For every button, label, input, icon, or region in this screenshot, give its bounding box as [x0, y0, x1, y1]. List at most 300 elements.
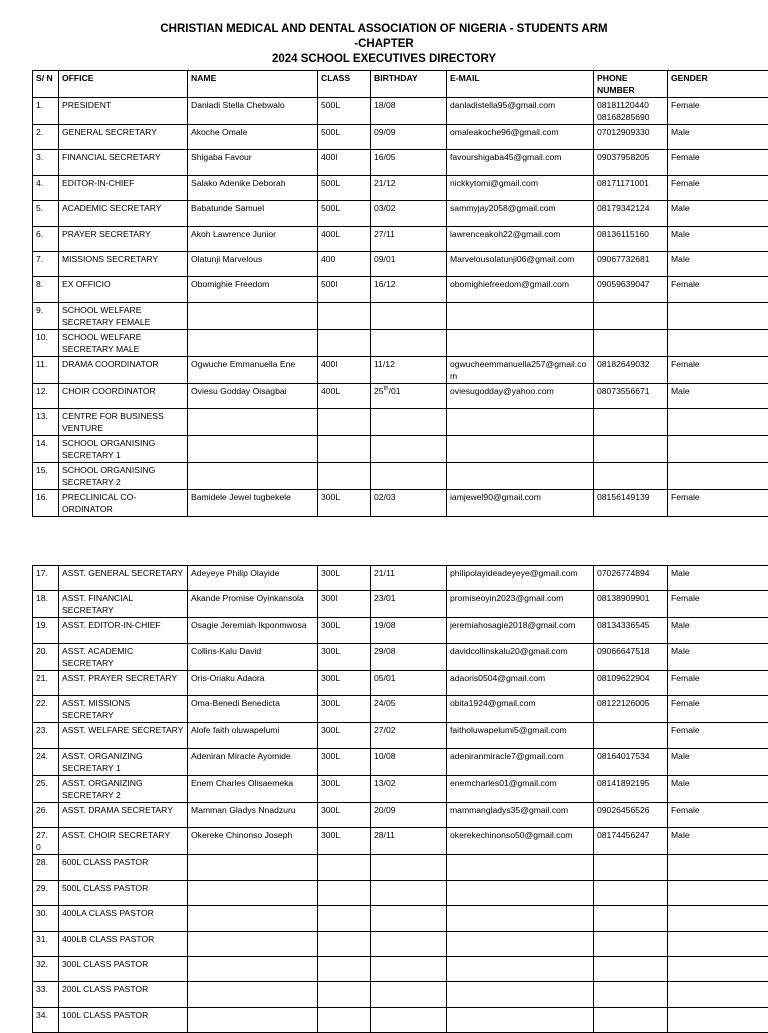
cell-sn: 7.: [33, 251, 59, 276]
table-row: [33, 566, 768, 591]
cell-email: [447, 463, 594, 490]
cell-email: oviesugodday@yahoo.com: [447, 383, 594, 408]
cell-phone: 08122126005: [594, 696, 668, 723]
cell-name: Oviesu Godday Oisagbai: [188, 383, 318, 408]
cell-cls: 300L: [318, 670, 371, 695]
cell-email: [447, 855, 594, 880]
cell-email: [447, 956, 594, 981]
table-row: [33, 643, 768, 670]
cell-name: Mamman Gladys Nnadzuru: [188, 802, 318, 827]
cell-sn: 16.: [33, 490, 59, 517]
cell-phone: [594, 956, 668, 981]
cell-cls: [318, 931, 371, 956]
cell-cls: 400: [318, 251, 371, 276]
cell-birthday: [371, 463, 447, 490]
cell-office: SCHOOL ORGANISING SECRETARY 1: [59, 436, 188, 463]
table-row: [33, 1007, 768, 1032]
cell-name: [188, 302, 318, 329]
cell-birthday: [371, 931, 447, 956]
cell-name: Salako Adenike Deborah: [188, 175, 318, 200]
cell-birthday: 27/11: [371, 226, 447, 251]
cell-phone: 08179342124: [594, 201, 668, 226]
table-row: [33, 855, 768, 880]
cell-gender: Female: [668, 277, 768, 302]
cell-gender: Female: [668, 356, 768, 383]
cell-sn: 13.: [33, 409, 59, 436]
cell-sn: 25.: [33, 775, 59, 802]
cell-office: EX OFFICIO: [59, 277, 188, 302]
cell-phone: [594, 1007, 668, 1032]
cell-email: davidcollinskalu20@gmail.com: [447, 643, 594, 670]
cell-phone: [594, 880, 668, 905]
cell-office: ASST. ORGANIZING SECRETARY 1: [59, 748, 188, 775]
cell-office: ASST. ACADEMIC SECRETARY: [59, 643, 188, 670]
table-row: [33, 802, 768, 827]
cell-phone: 09037958205: [594, 150, 668, 175]
cell-name: Ogwuche Emmanuella Ene: [188, 356, 318, 383]
cell-phone: [594, 723, 668, 748]
cell-cls: [318, 906, 371, 931]
table-row: [33, 329, 768, 356]
cell-office: SCHOOL ORGANISING SECRETARY 2: [59, 463, 188, 490]
cell-cls: [318, 409, 371, 436]
cell-birthday: 10/08: [371, 748, 447, 775]
document-title: [0, 22, 768, 67]
cell-birthday: [371, 906, 447, 931]
cell-sn: 20.: [33, 643, 59, 670]
cell-office: 600L CLASS PASTOR: [59, 855, 188, 880]
cell-email: [447, 931, 594, 956]
cell-office: EDITOR-IN-CHIEF: [59, 175, 188, 200]
birthday-ordinal: th: [384, 386, 389, 392]
cell-gender: Female: [668, 802, 768, 827]
cell-gender: Male: [668, 748, 768, 775]
cell-gender: [668, 463, 768, 490]
cell-name: [188, 463, 318, 490]
cell-office: SCHOOL WELFARE SECRETARY MALE: [59, 329, 188, 356]
cell-office: MISSIONS SECRETARY: [59, 251, 188, 276]
cell-birthday: 16/05: [371, 150, 447, 175]
cell-cls: 400l: [318, 150, 371, 175]
cell-phone: [594, 855, 668, 880]
cell-cls: [318, 436, 371, 463]
cell-email: [447, 329, 594, 356]
cell-gender: Male: [668, 775, 768, 802]
cell-birthday: 21/12: [371, 175, 447, 200]
cell-sn: 4.: [33, 175, 59, 200]
cell-name: Okereke Chinonso Joseph: [188, 828, 318, 855]
cell-sn: 28.: [33, 855, 59, 880]
cell-office: ASST. MISSIONS SECRETARY: [59, 696, 188, 723]
cell-sn: 15.: [33, 463, 59, 490]
table-header-row: [33, 71, 768, 98]
cell-sn: 23.: [33, 723, 59, 748]
cell-email: philipolayideadeyeye@gmail.com: [447, 566, 594, 591]
header-gender: GENDER: [668, 71, 768, 98]
cell-name: [188, 855, 318, 880]
table-row: [33, 436, 768, 463]
cell-office: ASST. FINANCIAL SECRETARY: [59, 591, 188, 618]
cell-sn: 12.: [33, 383, 59, 408]
cell-sn: 26.: [33, 802, 59, 827]
cell-phone: 07012909330: [594, 125, 668, 150]
header-sn: S/ N: [33, 71, 59, 98]
cell-gender: Female: [668, 150, 768, 175]
cell-office: PRAYER SECRETARY: [59, 226, 188, 251]
cell-cls: 400L: [318, 226, 371, 251]
cell-name: Akoche Omale: [188, 125, 318, 150]
cell-birthday: 18/08: [371, 98, 447, 125]
cell-office: ASST. WELFARE SECRETARY: [59, 723, 188, 748]
cell-gender: [668, 931, 768, 956]
cell-office: 400LA CLASS PASTOR: [59, 906, 188, 931]
table-row: [33, 490, 768, 517]
cell-cls: 400l: [318, 356, 371, 383]
cell-cls: 500L: [318, 201, 371, 226]
cell-phone: [594, 982, 668, 1007]
cell-sn: 31.: [33, 931, 59, 956]
cell-cls: [318, 982, 371, 1007]
table-row: [33, 696, 768, 723]
cell-phone: [594, 409, 668, 436]
cell-phone: 08171171001: [594, 175, 668, 200]
cell-gender: [668, 982, 768, 1007]
cell-name: [188, 931, 318, 956]
cell-name: [188, 409, 318, 436]
cell-birthday: [371, 1007, 447, 1032]
cell-phone: 08073556671: [594, 383, 668, 408]
cell-sn: 22.: [33, 696, 59, 723]
cell-birthday: 16/12: [371, 277, 447, 302]
cell-office: 400LB CLASS PASTOR: [59, 931, 188, 956]
table-row: [33, 409, 768, 436]
header-birthday: BIRTHDAY: [371, 71, 447, 98]
title-line-3: 2024 SCHOOL EXECUTIVES DIRECTORY: [0, 52, 768, 67]
cell-email: omaleakoche96@gmail.com: [447, 125, 594, 150]
cell-birthday: 09/01: [371, 251, 447, 276]
cell-email: lawrenceakoh22@gmail.com: [447, 226, 594, 251]
cell-email: [447, 1007, 594, 1032]
executives-table-2: [32, 565, 768, 1033]
cell-cls: 300L: [318, 723, 371, 748]
cell-cls: 500L: [318, 175, 371, 200]
cell-office: PRESIDENT: [59, 98, 188, 125]
birthday-day: 25: [374, 386, 384, 396]
cell-gender: Male: [668, 828, 768, 855]
table-row: [33, 906, 768, 931]
table-row: [33, 982, 768, 1007]
cell-cls: 300L: [318, 828, 371, 855]
cell-cls: 500l: [318, 277, 371, 302]
cell-sn: 6.: [33, 226, 59, 251]
cell-birthday: [371, 329, 447, 356]
title-line-1: CHRISTIAN MEDICAL AND DENTAL ASSOCIATION OF NIGERIA - STUDENTS ARM: [0, 22, 768, 37]
cell-cls: [318, 302, 371, 329]
cell-phone: [594, 463, 668, 490]
cell-cls: [318, 956, 371, 981]
cell-gender: [668, 855, 768, 880]
cell-name: [188, 329, 318, 356]
cell-email: ogwucheemmanuella257@gmail.com: [447, 356, 594, 383]
cell-phone: 07026774894: [594, 566, 668, 591]
cell-office: FINANCIAL SECRETARY: [59, 150, 188, 175]
cell-office: GENERAL SECRETARY: [59, 125, 188, 150]
cell-gender: Female: [668, 175, 768, 200]
cell-gender: Male: [668, 125, 768, 150]
cell-cls: [318, 855, 371, 880]
table-row: [33, 880, 768, 905]
header-name: NAME: [188, 71, 318, 98]
cell-phone: 08138909901: [594, 591, 668, 618]
cell-sn: 21.: [33, 670, 59, 695]
cell-name: Collins-Kalu David: [188, 643, 318, 670]
cell-office: 200L CLASS PASTOR: [59, 982, 188, 1007]
cell-phone: [594, 302, 668, 329]
cell-name: [188, 1007, 318, 1032]
cell-gender: [668, 906, 768, 931]
cell-name: Babatunde Samuel: [188, 201, 318, 226]
cell-email: obomighiefreedom@gmail.com: [447, 277, 594, 302]
cell-birthday: [371, 409, 447, 436]
cell-office: SCHOOL WELFARE SECRETARY FEMALE: [59, 302, 188, 329]
table-row: [33, 277, 768, 302]
cell-birthday: 29/08: [371, 643, 447, 670]
table-row: [33, 748, 768, 775]
cell-office: ASST. ORGANIZING SECRETARY 2: [59, 775, 188, 802]
cell-gender: Female: [668, 670, 768, 695]
cell-email: faitholuwapelumi5@gmail.com: [447, 723, 594, 748]
cell-gender: Male: [668, 383, 768, 408]
table-row: [33, 828, 768, 855]
cell-sn: 17.: [33, 566, 59, 591]
cell-sn: 1.: [33, 98, 59, 125]
cell-birthday: 24/05: [371, 696, 447, 723]
cell-sn: 30.: [33, 906, 59, 931]
cell-cls: [318, 1007, 371, 1032]
cell-phone: 09059639047: [594, 277, 668, 302]
cell-sn: 18.: [33, 591, 59, 618]
table-row: [33, 775, 768, 802]
cell-gender: Male: [668, 226, 768, 251]
cell-sn: 14.: [33, 436, 59, 463]
cell-email: [447, 906, 594, 931]
cell-phone: 08156149139: [594, 490, 668, 517]
cell-email: promiseoyin2023@gmail.com: [447, 591, 594, 618]
cell-email: sammyjay2058@gmail.com: [447, 201, 594, 226]
cell-name: Oma-Benedi Benedicta: [188, 696, 318, 723]
executives-table-1: [32, 70, 768, 517]
cell-cls: 300L: [318, 802, 371, 827]
cell-cls: [318, 463, 371, 490]
cell-gender: Male: [668, 201, 768, 226]
cell-email: adeniranmiracle7@gmail.com: [447, 748, 594, 775]
cell-office: 300L CLASS PASTOR: [59, 956, 188, 981]
cell-name: Alofe faith oluwapelumi: [188, 723, 318, 748]
cell-gender: Female: [668, 98, 768, 125]
cell-birthday: 11/12: [371, 356, 447, 383]
cell-name: [188, 436, 318, 463]
cell-email: obita1924@gmail.com: [447, 696, 594, 723]
cell-office: ASST. CHOIR SECRETARY: [59, 828, 188, 855]
cell-name: Osagie Jeremiah Ikponmwosa: [188, 618, 318, 643]
cell-birthday: 05/01: [371, 670, 447, 695]
title-line-2: -CHAPTER: [0, 37, 768, 52]
cell-name: Adeniran Miracle Ayomide: [188, 748, 318, 775]
cell-phone: [594, 329, 668, 356]
table-row: [33, 723, 768, 748]
table-row: [33, 931, 768, 956]
cell-sn: 3.: [33, 150, 59, 175]
cell-gender: Female: [668, 490, 768, 517]
cell-gender: [668, 409, 768, 436]
cell-name: Danladi Stella Chebwalo: [188, 98, 318, 125]
cell-office: PRECLINICAL CO-ORDINATOR: [59, 490, 188, 517]
cell-phone: 08136115160: [594, 226, 668, 251]
cell-office: 500L CLASS PASTOR: [59, 880, 188, 905]
cell-gender: Male: [668, 251, 768, 276]
cell-sn: 8.: [33, 277, 59, 302]
cell-gender: [668, 880, 768, 905]
cell-name: [188, 982, 318, 1007]
cell-email: Marvelousolatunji06@gmail.com: [447, 251, 594, 276]
cell-sn: 9.: [33, 302, 59, 329]
cell-gender: [668, 1007, 768, 1032]
cell-gender: [668, 302, 768, 329]
cell-sn: 34.: [33, 1007, 59, 1032]
table-row: [33, 463, 768, 490]
cell-cls: 400L: [318, 383, 371, 408]
cell-gender: [668, 956, 768, 981]
cell-gender: Female: [668, 696, 768, 723]
cell-phone: 08164017534: [594, 748, 668, 775]
cell-gender: Male: [668, 566, 768, 591]
table-row: [33, 383, 768, 408]
cell-email: mammangladys35@gmail.com: [447, 802, 594, 827]
cell-phone: [594, 931, 668, 956]
cell-phone: 09067732681: [594, 251, 668, 276]
cell-phone: 08182649032: [594, 356, 668, 383]
cell-name: [188, 906, 318, 931]
cell-cls: 300L: [318, 748, 371, 775]
cell-birthday: [371, 880, 447, 905]
cell-office: CHOIR COORDINATOR: [59, 383, 188, 408]
cell-sn: 29.: [33, 880, 59, 905]
cell-email: [447, 302, 594, 329]
cell-name: Olatunji Marvelous: [188, 251, 318, 276]
cell-cls: [318, 329, 371, 356]
cell-sn: 24.: [33, 748, 59, 775]
cell-cls: 300L: [318, 618, 371, 643]
cell-cls: 300L: [318, 490, 371, 517]
cell-email: iamjewel90@gmail.com: [447, 490, 594, 517]
cell-name: Oris-Oriaku Adaora: [188, 670, 318, 695]
table-row: [33, 201, 768, 226]
cell-birthday: [371, 956, 447, 981]
cell-gender: Female: [668, 723, 768, 748]
cell-phone: 08109622904: [594, 670, 668, 695]
cell-office: ASST. EDITOR-IN-CHIEF: [59, 618, 188, 643]
cell-phone: 08141892195: [594, 775, 668, 802]
cell-phone: 09026456526: [594, 802, 668, 827]
cell-office: DRAMA COORDINATOR: [59, 356, 188, 383]
cell-office: CENTRE FOR BUSINESS VENTURE: [59, 409, 188, 436]
table-row: [33, 302, 768, 329]
cell-office: ASST. DRAMA SECRETARY: [59, 802, 188, 827]
birthday-month: /01: [389, 386, 401, 396]
cell-name: Bamidele Jewel tugbekele: [188, 490, 318, 517]
cell-birthday: 13/02: [371, 775, 447, 802]
cell-email: enemcharles01@gmail.com: [447, 775, 594, 802]
cell-birthday: 19/08: [371, 618, 447, 643]
table-row: [33, 670, 768, 695]
cell-cls: 300L: [318, 696, 371, 723]
cell-email: [447, 436, 594, 463]
cell-name: Akande Promise Oyinkansola: [188, 591, 318, 618]
cell-phone: 09066647518: [594, 643, 668, 670]
cell-cls: 500L: [318, 125, 371, 150]
cell-gender: Male: [668, 618, 768, 643]
cell-birthday: [371, 302, 447, 329]
table-row: [33, 956, 768, 981]
cell-gender: [668, 436, 768, 463]
cell-birthday: 21/11: [371, 566, 447, 591]
cell-sn: 5.: [33, 201, 59, 226]
cell-email: [447, 880, 594, 905]
cell-phone: 08134336545: [594, 618, 668, 643]
cell-gender: Female: [668, 591, 768, 618]
cell-gender: [668, 329, 768, 356]
header-office: OFFICE: [59, 71, 188, 98]
header-phone: PHONE NUMBER: [594, 71, 668, 98]
cell-sn: 11.: [33, 356, 59, 383]
cell-name: [188, 956, 318, 981]
cell-name: Akoh Lawrence Junior: [188, 226, 318, 251]
cell-cls: 300l: [318, 591, 371, 618]
cell-cls: 500L: [318, 98, 371, 125]
cell-email: [447, 409, 594, 436]
cell-birthday: 27/02: [371, 723, 447, 748]
cell-birthday: 02/03: [371, 490, 447, 517]
cell-cls: 300L: [318, 643, 371, 670]
cell-office: ASST. GENERAL SECRETARY: [59, 566, 188, 591]
cell-birthday: [371, 383, 447, 408]
cell-sn: 2.: [33, 125, 59, 150]
cell-email: adaoris0504@gmail.com: [447, 670, 594, 695]
cell-birthday: 20/09: [371, 802, 447, 827]
header-email: E-MAIL: [447, 71, 594, 98]
cell-birthday: 03/02: [371, 201, 447, 226]
header-class: CLASS: [318, 71, 371, 98]
cell-phone: [594, 906, 668, 931]
cell-birthday: 28/11: [371, 828, 447, 855]
table-row: [33, 591, 768, 618]
table-row: [33, 125, 768, 150]
cell-phone: 08181120440 08168285690: [594, 98, 668, 125]
cell-sn: 33.: [33, 982, 59, 1007]
table-row: [33, 356, 768, 383]
cell-gender: Male: [668, 643, 768, 670]
cell-email: nickkytomi@gmail.com: [447, 175, 594, 200]
cell-phone: [594, 436, 668, 463]
cell-name: Adeyeye Philip Olayide: [188, 566, 318, 591]
cell-cls: [318, 880, 371, 905]
table-row: [33, 98, 768, 125]
cell-cls: 300L: [318, 775, 371, 802]
cell-email: jeremiahosagie2018@gmail.com: [447, 618, 594, 643]
cell-email: danladistella95@gmail.com: [447, 98, 594, 125]
table-row: [33, 226, 768, 251]
cell-cls: 300L: [318, 566, 371, 591]
